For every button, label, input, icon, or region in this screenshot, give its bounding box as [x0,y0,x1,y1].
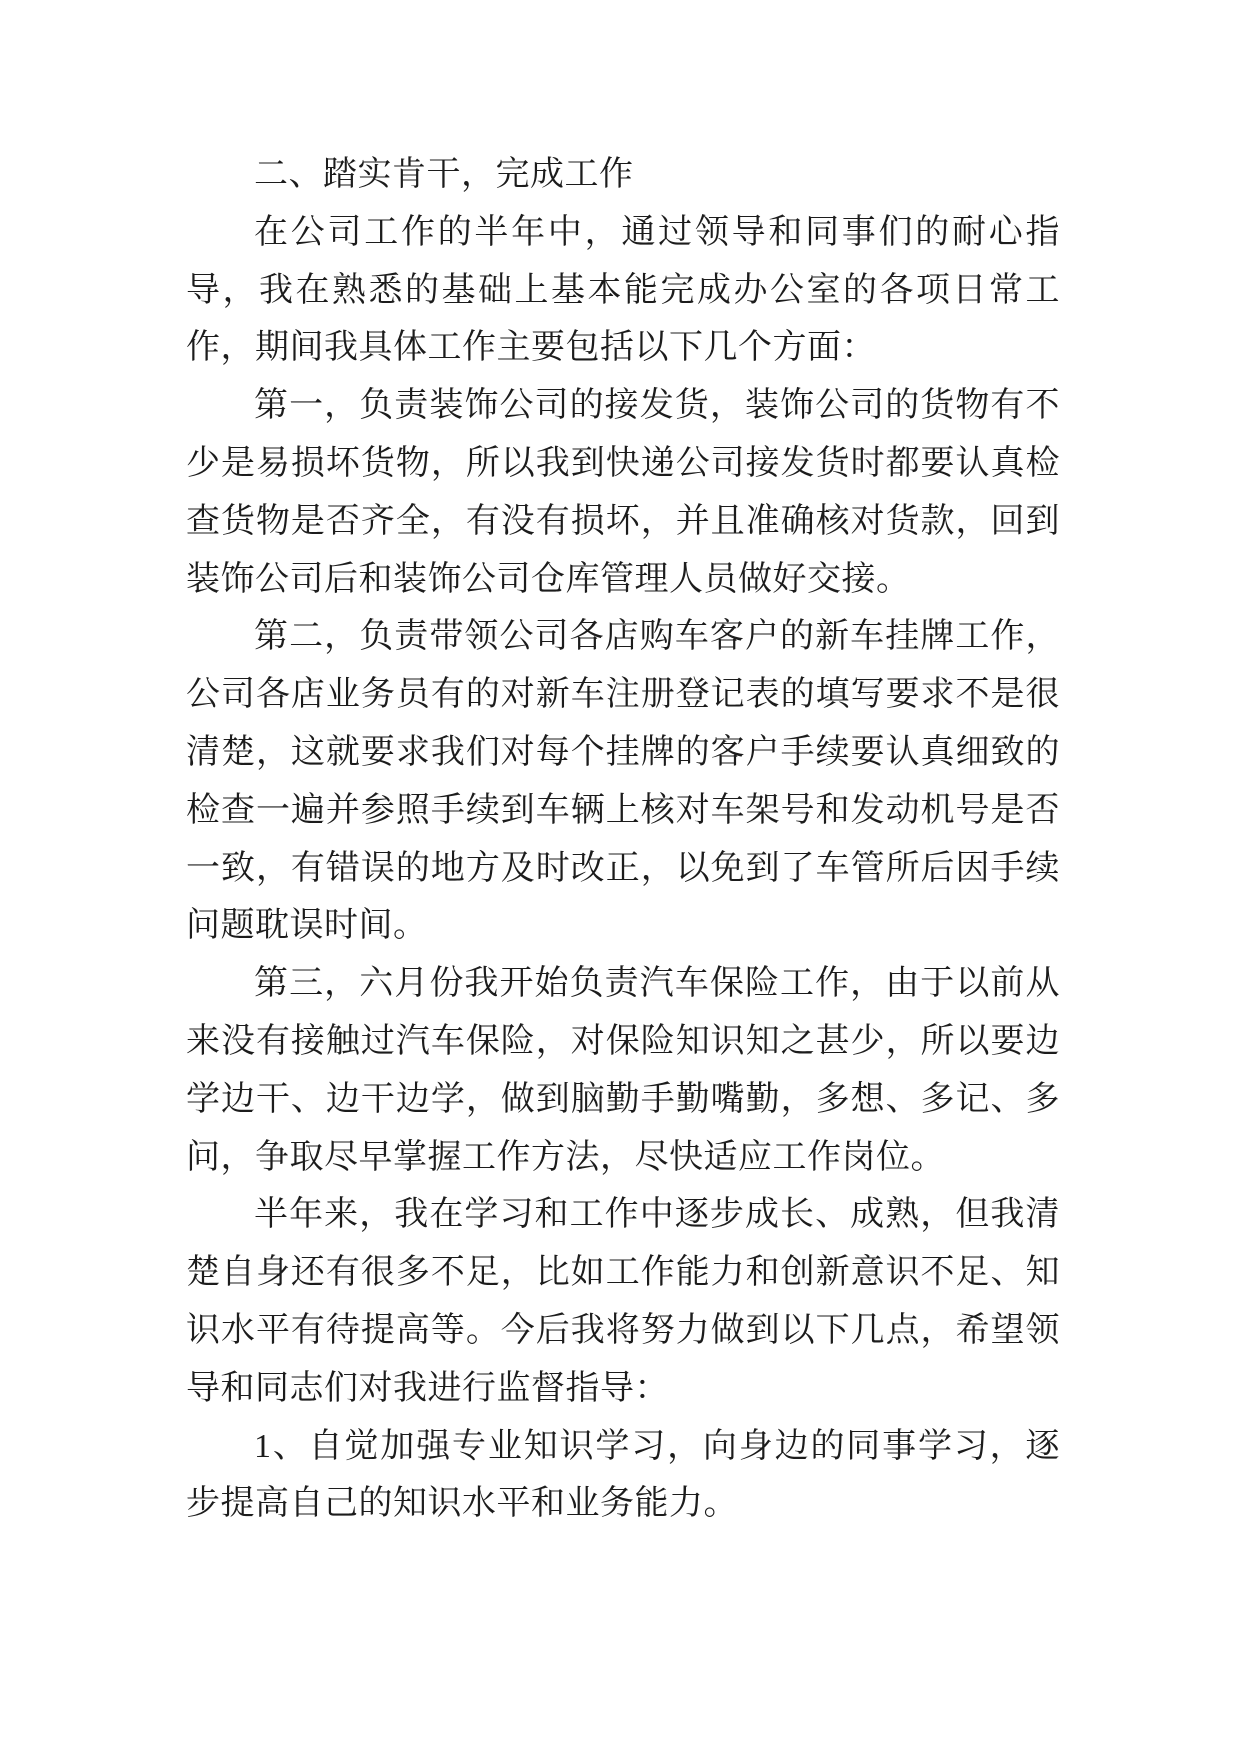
paragraph-improvement-item-1: 1、自觉加强专业知识学习，向身边的同事学习，逐步提高自己的知识水平和业务能力。 [186,1427,1060,1523]
paragraph-reflection: 半年来，我在学习和工作中逐步成长、成熟，但我清楚自身还有很多不足，比如工作能力和创新意识不足、知识水平有待提高等。今后我将努力做到以下几点，希望领导和同志们对我进行监督指导： [186,1196,1060,1407]
paragraph-third-duty: 第三，六月份我开始负责汽车保险工作，由于以前从来没有接触过汽车保险，对保险知识知之甚少，所以要边学边干、边干边学，做到脑勤手勤嘴勤，多想、多记、多问，争取尽早掌握工作方法，尽快适应工作岗位。 [186,965,1060,1176]
paragraph-first-duty: 第一，负责装饰公司的接发货，装饰公司的货物有不少是易损坏货物，所以我到快递公司接发货时都要认真检查货物是否齐全，有没有损坏，并且准确核对货款，回到装饰公司后和装饰公司仓库管理人员做好交接。 [186,387,1060,598]
paragraph-intro: 在公司工作的半年中，通过领导和同事们的耐心指导，我在熟悉的基础上基本能完成办公室的各项日常工作，期间我具体工作主要包括以下几个方面： [186,213,1060,367]
paragraph-second-duty: 第二，负责带领公司各店购车客户的新车挂牌工作，公司各店业务员有的对新车注册登记表的填写要求不是很清楚，这就要求我们对每个挂牌的客户手续要认真细致的检查一遍并参照手续到车辆上核对车架号和发动机号是否一致，有错误的地方及时改正，以免到了车管所后因手续问题耽误时间。 [186,618,1060,945]
document-body [186,146,1060,1533]
section-heading: 二、踏实肯干，完成工作 [254,156,634,193]
